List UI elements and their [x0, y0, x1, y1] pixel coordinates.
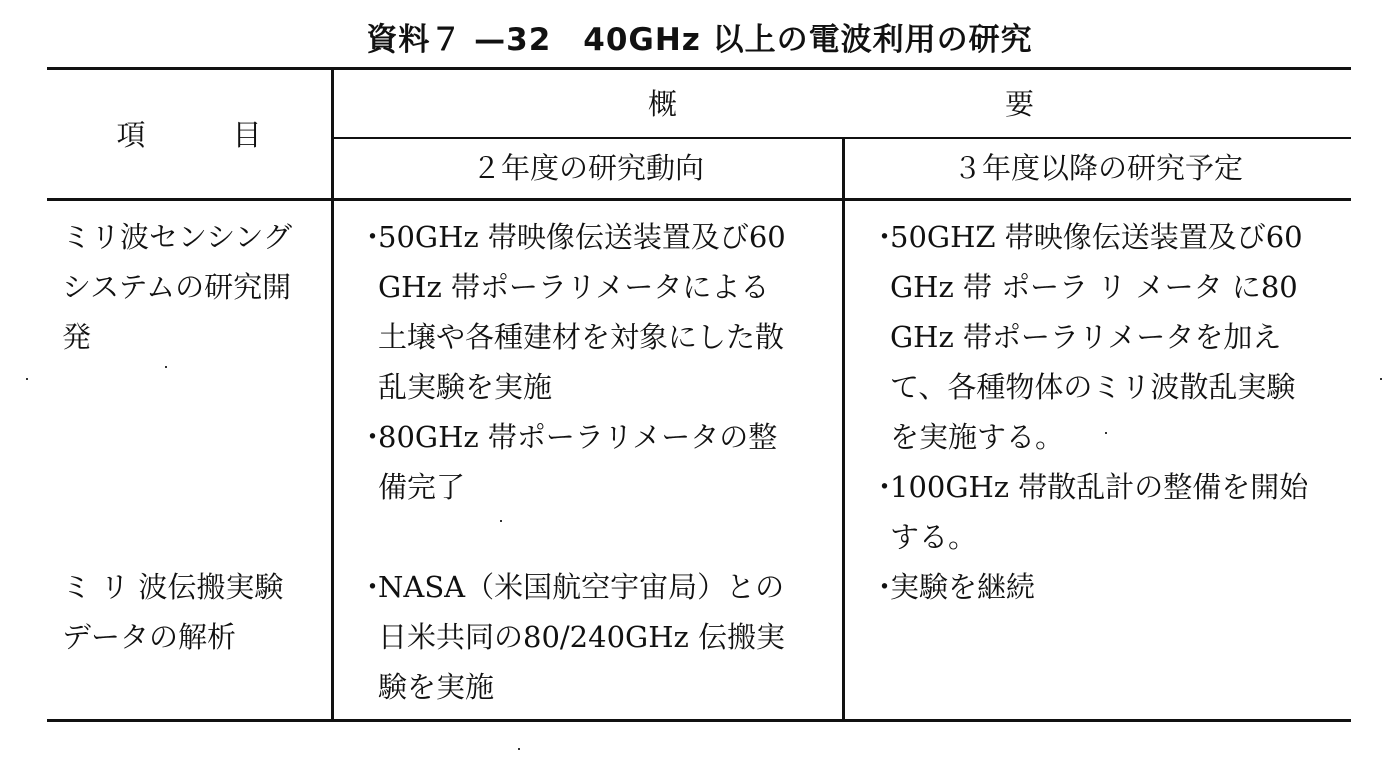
row2-fy3-bullet-1: [890, 562, 1035, 612]
header-overview-left: 概: [648, 87, 678, 121]
bullet-line: ・ 80GHz 帯ポーラリメータの整: [378, 412, 777, 462]
header-fy2: ２年度の研究動向: [471, 151, 704, 185]
row1-item-line: システムの研究開: [62, 270, 292, 304]
bullet-line: 備完了: [378, 470, 466, 504]
bullet-line: 乱実験を実施: [378, 370, 553, 404]
row1-fy2-bullet-1: [378, 212, 786, 412]
row1-fy3-bullet-2: [890, 462, 1308, 562]
bullet-line: ・ 50GHz 帯映像伝送装置及び60: [378, 212, 786, 262]
bullet-line: 土壌や各種建材を対象にした散: [378, 320, 785, 354]
bullet-line: ・ 実験を継続: [890, 562, 1035, 612]
bullet-line: GHz 帯ポーラリメータによる: [378, 270, 770, 304]
scan-speck: [1380, 378, 1382, 380]
table-top-rule: [47, 67, 1351, 70]
row1-item-line: 発: [62, 320, 92, 354]
row2-item-line: データの解析: [62, 620, 237, 654]
header-bottom-rule: [47, 198, 1351, 201]
header-item: 項 目: [116, 118, 262, 152]
bullet-line: ・ 50GHZ 帯映像伝送装置及び60: [890, 212, 1303, 262]
header-fy3: ３年度以降の研究予定: [952, 151, 1243, 185]
row1-fy2-bullet-2: [378, 412, 777, 512]
bullet-line: ・ 100GHz 帯散乱計の整備を開始: [890, 462, 1308, 512]
bullet-line: て、各種物体のミリ波散乱実験: [890, 370, 1296, 404]
row1-fy3-bullet-1: [890, 212, 1303, 462]
scan-speck: [518, 748, 520, 750]
scan-speck: [1105, 432, 1107, 434]
header-overview-right: 要: [1005, 87, 1035, 121]
scan-speck: [26, 378, 28, 380]
bullet-line: 験を実施: [378, 670, 495, 704]
page-title: 資料７ —32 40GHz 以上の電波利用の研究: [366, 22, 1033, 58]
row1-item-line: ミリ波センシング: [62, 220, 292, 254]
column-divider-2: [842, 137, 845, 722]
bullet-line: GHz 帯ポーラリメータを加え: [890, 320, 1282, 354]
scan-speck: [500, 520, 502, 522]
bullet-line: する。: [890, 520, 978, 554]
row2-item-line: ミ リ 波伝搬実験: [62, 570, 284, 604]
row2-item: [62, 562, 283, 662]
scan-speck: [165, 366, 167, 368]
bullet-line: 日米共同の80/240GHz 伝搬実: [378, 620, 785, 654]
bullet-line: を実施する。: [890, 420, 1065, 454]
row1-item: [62, 212, 292, 362]
table-bottom-rule: [47, 719, 1351, 722]
bullet-line: ・ NASA（米国航空宇宙局）との: [378, 562, 785, 612]
bullet-line: GHz 帯 ポーラ リ メータ に80: [890, 270, 1298, 304]
row2-fy2-bullet-1: [378, 562, 785, 712]
